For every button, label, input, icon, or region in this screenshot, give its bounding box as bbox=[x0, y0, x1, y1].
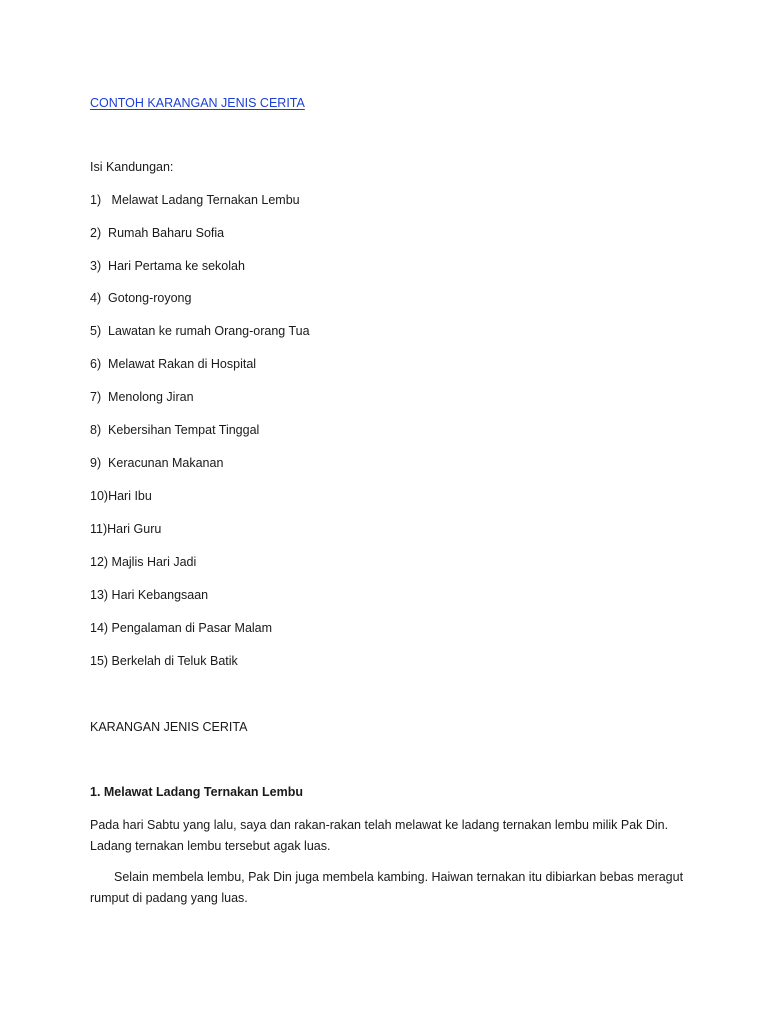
toc-item: 4) Gotong-royong bbox=[90, 291, 192, 305]
toc-item: 2) Rumah Baharu Sofia bbox=[90, 226, 225, 240]
story-paragraph: Selain membela lembu, Pak Din juga membela kambing. Haiwan ternakan itu dibiarkan bebas meragut rumput di padang yang luas. bbox=[90, 870, 684, 905]
story-paragraph: Pada hari Sabtu yang lalu, saya dan rakan-rakan telah melawat ke ladang ternakan lembu milik Pak Din. Ladang ternakan lembu tersebut agak luas. bbox=[90, 818, 669, 853]
toc-item: 8) Kebersihan Tempat Tinggal bbox=[90, 423, 260, 437]
toc-item: 13) Hari Kebangsaan bbox=[90, 588, 209, 602]
toc-item: 12) Majlis Hari Jadi bbox=[90, 555, 197, 569]
toc-item: 1) Melawat Ladang Ternakan Lembu bbox=[90, 193, 300, 207]
toc-item: 11)Hari Guru bbox=[90, 522, 162, 536]
story-heading: 1. Melawat Ladang Ternakan Lembu bbox=[90, 785, 304, 799]
document-title-link[interactable]: CONTOH KARANGAN JENIS CERITA bbox=[90, 96, 305, 110]
toc-item: 7) Menolong Jiran bbox=[90, 390, 194, 404]
toc-item: 9) Keracunan Makanan bbox=[90, 456, 224, 470]
toc-item: 14) Pengalaman di Pasar Malam bbox=[90, 621, 273, 635]
toc-heading: Isi Kandungan: bbox=[90, 160, 174, 174]
toc-item: 3) Hari Pertama ke sekolah bbox=[90, 259, 245, 273]
toc-item: 10)Hari Ibu bbox=[90, 489, 152, 503]
section-title: KARANGAN JENIS CERITA bbox=[90, 720, 248, 734]
toc-item: 15) Berkelah di Teluk Batik bbox=[90, 654, 238, 668]
toc-item: 5) Lawatan ke rumah Orang-orang Tua bbox=[90, 324, 310, 338]
toc-item: 6) Melawat Rakan di Hospital bbox=[90, 357, 257, 371]
